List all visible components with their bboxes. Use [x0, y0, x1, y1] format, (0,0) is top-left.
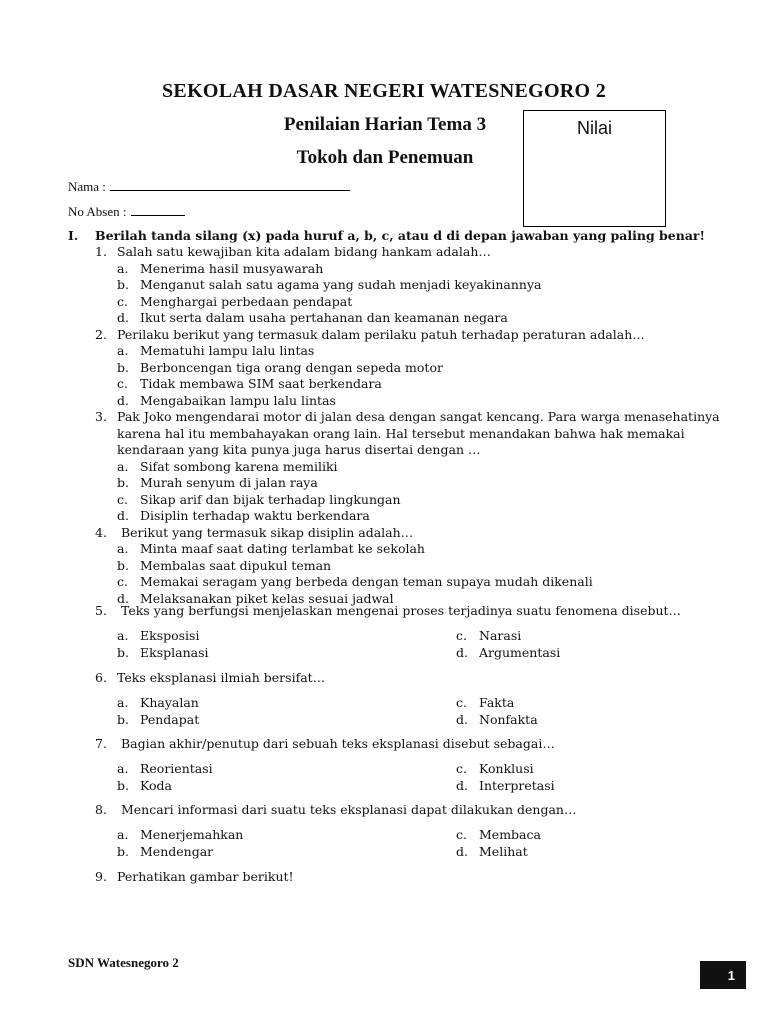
question-number: 2.: [95, 326, 107, 342]
option-letter: a.: [117, 761, 129, 776]
option-letter: b.: [117, 359, 129, 375]
answer-option[interactable]: [117, 695, 199, 712]
option-letter: c.: [117, 574, 128, 589]
option-text: Eksposisi: [140, 628, 200, 643]
page-number: 1: [700, 961, 746, 989]
option-text: Ikut serta dalam usaha pertahanan dan keamanan negara: [140, 310, 508, 325]
option-letter: b.: [117, 557, 129, 573]
question-3-continuation: [95, 426, 720, 443]
question-2: [95, 327, 720, 344]
answer-option[interactable]: [95, 261, 720, 278]
option-text: Reorientasi: [140, 761, 213, 776]
option-letter: a.: [117, 827, 129, 842]
answer-option[interactable]: [95, 558, 720, 575]
answer-option[interactable]: [95, 591, 720, 608]
option-text: Berboncengan tiga orang dengan sepeda motor: [140, 359, 443, 375]
option-text: Sifat sombong karena memiliki: [140, 458, 338, 474]
option-letter: d.: [456, 644, 468, 660]
answer-option[interactable]: [117, 712, 199, 729]
option-text: Konklusi: [479, 761, 534, 776]
answer-option[interactable]: [117, 778, 172, 795]
option-letter: b.: [117, 843, 129, 859]
answer-option[interactable]: [456, 761, 534, 778]
option-text: Melaksanakan piket kelas sesuai jadwal: [140, 590, 394, 606]
question-text: Perhatikan gambar berikut!: [117, 869, 294, 884]
instruction-text: Berilah tanda silang (x) pada huruf a, b, c, atau d di depan jawaban yang paling benar!: [95, 228, 706, 243]
answer-option[interactable]: [456, 695, 514, 712]
name-blank-line: [110, 178, 350, 191]
question-text: Bagian akhir/penutup dari sebuah teks eksplanasi disebut sebagai…: [117, 736, 555, 751]
answer-option[interactable]: [95, 310, 720, 327]
answer-option[interactable]: [95, 343, 720, 360]
question-text: Teks eksplanasi ilmiah bersifat…: [117, 670, 326, 685]
score-box: [523, 110, 666, 227]
answer-option[interactable]: [117, 645, 208, 662]
option-letter: a.: [117, 628, 129, 643]
option-text: Tidak membawa SIM saat berkendara: [140, 376, 382, 391]
option-letter: d.: [117, 310, 129, 325]
option-letter: c.: [456, 628, 467, 643]
question-1: [95, 244, 720, 261]
option-letter: d.: [117, 590, 129, 606]
question-3: [95, 409, 720, 426]
footer-school: SDN Watesnegoro 2: [68, 955, 179, 970]
answer-option[interactable]: [456, 778, 555, 795]
answer-option[interactable]: [95, 393, 720, 410]
question-text: Perilaku berikut yang termasuk dalam perilaku patuh terhadap peraturan adalah…: [117, 326, 645, 342]
answer-option[interactable]: [95, 492, 720, 509]
option-letter: a.: [117, 343, 129, 358]
question-number: 9.: [95, 869, 107, 884]
school-name: SEKOLAH DASAR NEGERI WATESNEGORO 2: [162, 80, 606, 102]
exam-theme: Tokoh dan Penemuan: [296, 147, 474, 168]
answer-option[interactable]: [95, 459, 720, 476]
answer-option[interactable]: [456, 645, 560, 662]
option-text: Interpretasi: [479, 777, 555, 793]
answer-option[interactable]: [95, 294, 720, 311]
question-number: 7.: [95, 736, 107, 751]
question-number: 5.: [95, 603, 107, 618]
question-6: [95, 670, 325, 687]
name-label: Nama :: [68, 179, 106, 194]
option-text: Menerjemahkan: [140, 827, 244, 842]
answer-option[interactable]: [456, 827, 541, 844]
option-text: Mengabaikan lampu lalu lintas: [140, 392, 336, 408]
option-letter: d.: [456, 843, 468, 859]
question-text: Salah satu kewajiban kita adalam bidang hankam adalah…: [117, 244, 491, 259]
option-text: Menerima hasil musyawarah: [140, 260, 324, 276]
option-text: Mendengar: [140, 843, 214, 859]
question-text: kendaraan yang kita punya juga harus disertai dengan …: [117, 442, 481, 457]
question-9: [95, 869, 294, 886]
answer-option[interactable]: [95, 508, 720, 525]
option-letter: d.: [117, 392, 129, 408]
option-letter: a.: [117, 695, 129, 710]
answer-option[interactable]: [95, 475, 720, 492]
name-field: [68, 178, 350, 195]
question-7: [95, 736, 555, 753]
option-text: Eksplanasi: [140, 644, 209, 660]
option-letter: b.: [117, 277, 129, 292]
option-letter: c.: [456, 695, 467, 710]
answer-option[interactable]: [95, 541, 720, 558]
answer-option[interactable]: [95, 277, 720, 294]
option-text: Fakta: [479, 695, 515, 710]
answer-option[interactable]: [95, 574, 720, 591]
option-text: Pendapat: [140, 711, 200, 727]
option-text: Khayalan: [140, 695, 199, 710]
answer-option[interactable]: [117, 844, 213, 861]
answer-option[interactable]: [117, 761, 213, 778]
option-text: Narasi: [479, 628, 522, 643]
instruction: [68, 228, 705, 243]
question-list: [95, 244, 720, 607]
answer-option[interactable]: [95, 376, 720, 393]
option-letter: d.: [117, 508, 129, 523]
instruction-number: I.: [68, 228, 79, 243]
question-text: Teks yang berfungsi menjelaskan mengenai proses terjadinya suatu fenomena disebut…: [117, 603, 682, 618]
option-letter: b.: [117, 644, 129, 660]
question-number: 3.: [95, 409, 107, 424]
option-letter: a.: [117, 541, 129, 556]
answer-option[interactable]: [117, 827, 243, 844]
option-letter: d.: [456, 711, 468, 727]
option-text: Memakai seragam yang berbeda dengan teman supaya mudah dikenali: [140, 574, 593, 589]
option-letter: c.: [117, 376, 128, 391]
answer-option[interactable]: [456, 628, 521, 645]
question-3-continuation: [95, 442, 720, 459]
option-text: Menganut salah satu agama yang sudah menjadi keyakinannya: [140, 277, 542, 292]
absen-blank-line: [131, 203, 185, 216]
option-letter: c.: [117, 293, 128, 309]
option-text: Mematuhi lampu lalu lintas: [140, 343, 315, 358]
option-letter: a.: [117, 458, 129, 474]
question-number: 6.: [95, 670, 107, 685]
option-text: Sikap arif dan bijak terhadap lingkungan: [140, 491, 401, 507]
option-letter: b.: [117, 475, 129, 490]
question-number: 4.: [95, 524, 107, 540]
option-letter: c.: [456, 761, 467, 776]
option-text: Membaca: [479, 827, 541, 842]
option-text: Nonfakta: [479, 711, 538, 727]
option-letter: b.: [117, 777, 129, 793]
option-text: Menghargai perbedaan pendapat: [140, 293, 353, 309]
answer-option[interactable]: [95, 360, 720, 377]
question-number: 1.: [95, 244, 107, 259]
option-letter: b.: [117, 711, 129, 727]
question-4: [95, 525, 720, 542]
question-text: Pak Joko mengendarai motor di jalan desa dengan sangat kencang. Para warga menasehatinya: [117, 409, 720, 424]
answer-option[interactable]: [456, 712, 538, 729]
option-letter: c.: [117, 491, 128, 507]
score-label: Nilai: [576, 118, 612, 138]
option-letter: a.: [117, 260, 129, 276]
question-text: Mencari informasi dari suatu teks eksplanasi dapat dilakukan dengan…: [117, 802, 577, 817]
question-8: [95, 802, 576, 819]
option-text: Disiplin terhadap waktu berkendara: [140, 508, 370, 523]
option-text: Melihat: [479, 843, 528, 859]
absen-field: [68, 203, 185, 220]
option-letter: c.: [456, 827, 467, 842]
option-letter: d.: [456, 777, 468, 793]
question-text: karena hal itu membahayakan orang lain. Hal tersebut menandakan bahwa hak memakai: [117, 425, 685, 441]
option-text: Minta maaf saat dating terlambat ke sekolah: [140, 541, 425, 556]
answer-option[interactable]: [456, 844, 528, 861]
question-number: 8.: [95, 802, 107, 817]
absen-label: No Absen :: [68, 204, 127, 219]
answer-option[interactable]: [117, 628, 199, 645]
option-text: Koda: [140, 777, 172, 793]
question-text: Berikut yang termasuk sikap disiplin adalah…: [117, 524, 414, 540]
exam-title: Penilaian Harian Tema 3: [283, 114, 487, 135]
option-text: Membalas saat dipukul teman: [140, 557, 332, 573]
option-text: Murah senyum di jalan raya: [140, 475, 318, 490]
option-text: Argumentasi: [479, 644, 561, 660]
